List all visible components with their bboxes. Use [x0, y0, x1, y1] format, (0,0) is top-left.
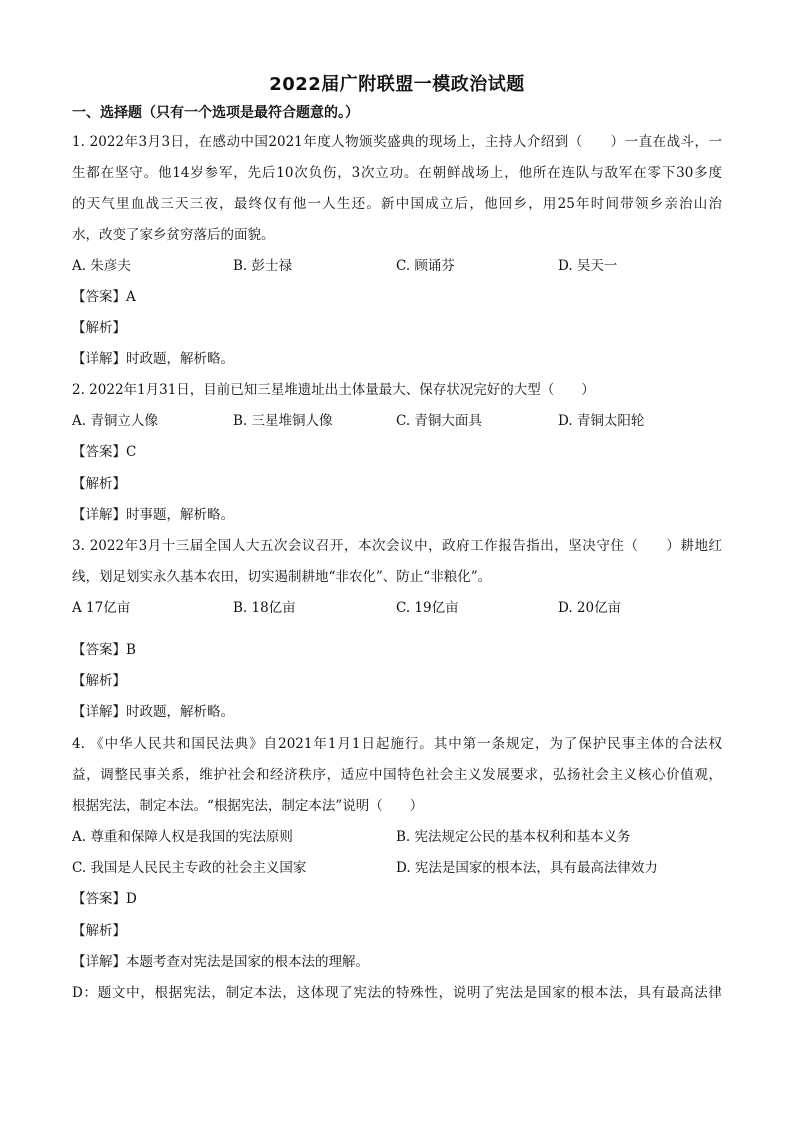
- q1-answer: 【答案】A: [72, 289, 136, 305]
- q4-option-b: B. 宪法规定公民的基本权利和基本义务: [396, 829, 631, 845]
- q4-analysis: 【解析】: [72, 923, 126, 939]
- q4-option-d: D. 宪法是国家的根本法，具有最高法律效力: [396, 860, 658, 876]
- q4-line-3: 根据宪法，制定本法。“根据宪法，制定本法”说明（ ）: [72, 798, 424, 814]
- q3-option-a: A 17亿亩: [72, 600, 131, 616]
- q1-option-a: A. 朱彦夫: [72, 258, 131, 274]
- q4-detail: 【详解】本题考查对宪法是国家的根本法的理解。: [72, 954, 369, 970]
- q3-option-d: D. 20亿亩: [558, 600, 622, 616]
- q3-line-1: 3. 2022年3月十三届全国人大五次会议召开，本次会议中，政府工作报告指出，坚决守住（ ）耕地红: [72, 538, 722, 554]
- q1-option-b: B. 彭士禄: [233, 258, 293, 274]
- q2-option-d: D. 青铜太阳轮: [558, 413, 645, 429]
- q4-option-a: A. 尊重和保障人权是我国的宪法原则: [72, 829, 293, 845]
- q3-option-b: B. 18亿亩: [233, 600, 296, 616]
- q1-analysis: 【解析】: [72, 320, 126, 336]
- q1-line-1: 1. 2022年3月3日，在感动中国2021年度人物颁奖盛典的现场上，主持人介绍到（ ）一直在战斗，一: [72, 134, 722, 150]
- q2-option-b: B. 三星堆铜人像: [233, 413, 333, 429]
- q1-detail: 【详解】时政题，解析略。: [72, 351, 234, 367]
- q4-extra-line: D：题文中，根据宪法，制定本法，这体现了宪法的特殊性，说明了宪法是国家的根本法，具有最高法律: [72, 985, 722, 1001]
- section-heading: 一、选择题（只有一个选项是最符合题意的。）: [72, 105, 359, 121]
- q2-answer: 【答案】C: [72, 444, 137, 460]
- q3-line-2: 线，划足划实永久基本农田，切实遏制耕地“非农化”、防止“非粮化”。: [72, 569, 492, 585]
- q1-option-d: D. 吴天一: [558, 258, 618, 274]
- q4-line-1: 4. 《中华人民共和国民法典》自2021年1月1日起施行。其中第一条规定，为了保护民事主体的合法权: [72, 736, 722, 752]
- q1-option-c: C. 顾诵芬: [396, 258, 455, 274]
- q2-detail: 【详解】时事题，解析略。: [72, 507, 234, 523]
- q1-line-4: 水，改变了家乡贫穷落后的面貌。: [72, 227, 275, 243]
- q2-option-c: C. 青铜大面具: [396, 413, 482, 429]
- q4-line-2: 益，调整民事关系，维护社会和经济秩序，适应中国特色社会主义发展要求，弘扬社会主义核心价值观，: [72, 767, 722, 783]
- q3-detail: 【详解】时政题，解析略。: [72, 704, 234, 720]
- q3-analysis: 【解析】: [72, 673, 126, 689]
- q3-option-c: C. 19亿亩: [396, 600, 459, 616]
- q3-answer: 【答案】B: [72, 642, 136, 658]
- q2-analysis: 【解析】: [72, 476, 126, 492]
- q2-option-a: A. 青铜立人像: [72, 413, 158, 429]
- q4-option-c: C. 我国是人民民主专政的社会主义国家: [72, 860, 307, 876]
- q2-line-1: 2. 2022年1月31日，目前已知三星堆遗址出土体量最大、保存状况完好的大型（ ）: [72, 382, 595, 398]
- document-title: 2022届广附联盟一模政治试题: [269, 74, 525, 95]
- q1-line-3: 的天气里血战三天三夜，最终仅有他一人生还。新中国成立后，他回乡，用25年时间带领乡亲治山治: [72, 196, 722, 212]
- q4-answer: 【答案】D: [72, 891, 137, 907]
- q1-line-2: 生都在坚守。他14岁参军，先后10次负伤，3次立功。在朝鲜战场上，他所在连队与敌军在零下30多度: [72, 165, 722, 181]
